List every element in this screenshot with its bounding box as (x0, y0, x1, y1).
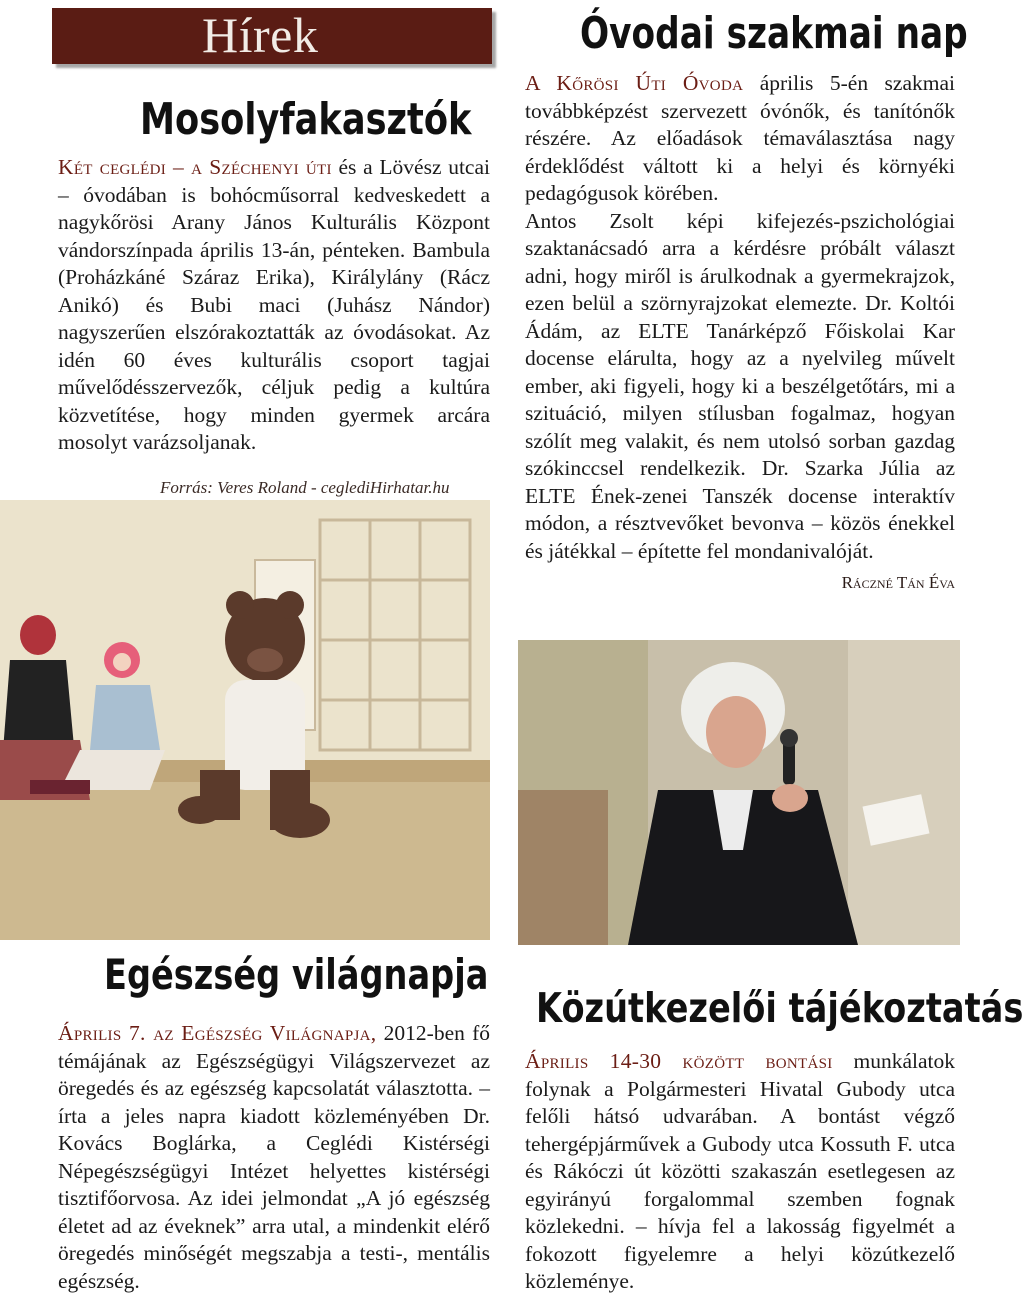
article3-lead: Április 7. az Egészség Világnapja, (58, 1021, 377, 1045)
article1-text: és a Lövész utcai – óvodában is bohócműsorral kedveskedett a nagykőrösi Arany János Kulturális Központ vándorszínpada április 13-án, pénteken. Bambula (Proházkáné Száraz Erika), Királylány (Rácz Anikó) és Bubi maci (Juhász Nándor) nagyszerűen elszórakoztatták az óvodásokat. Az idén 60 éves kulturális csoport tagjai művelődésszervezők, céljuk pedig a kultúra közvetítése, hogy minden gyermek arcára mosolyt varázsoljanak. (58, 155, 490, 454)
speaker-illustration (518, 640, 960, 945)
section-banner (52, 8, 492, 64)
speaker-photo (518, 640, 960, 945)
article1-source: Forrás: Veres Roland - ceglediHirhatar.hu (160, 478, 450, 497)
article4-headline: Közútkezelői tájékoztatás (536, 984, 1023, 1032)
article2-text-1: április 5-én szakmai továbbképzést szervezett óvónők, és tanítónők részére. Az előadások témaválasztása nagy érdeklődést váltott ki a helyi és környéki pedagógusok körében. (525, 71, 955, 205)
article4-body (525, 1048, 955, 1296)
article4-text: munkálatok folynak a Polgármesteri Hivatal Gubody utca felőli hátsó udvarában. A bontást végző tehergépjárművek a Gubody utca Kossuth F. utca és Rákóczi út közötti szakaszán esetlegesen az egyirányú forgalommal szemben fognak közlekedni. – hívja fel a lakosság figyelmét a fokozott figyelemre a helyi közútkezelő közleménye. (525, 1049, 955, 1293)
article1-headline: Mosolyfakasztók (140, 94, 472, 145)
article2-headline: Óvodai szakmai nap (580, 8, 968, 59)
article4-lead: Április 14-30 között bontási (525, 1049, 833, 1073)
article2-signature: Ráczné Tán Éva (841, 573, 955, 592)
performers-photo (0, 500, 490, 940)
article3-text: 2012-ben fő témájának az Egészségügyi Világszervezet az öregedés és az egészség kapcsolatát választotta. – írta a jeles napra kiadott közleményében Dr. Kovács Boglárka, a Ceglédi Kistérségi Népegészségügyi Intézet helyettes kistérségi tisztifőorvosa. Az idei jelmondat „A jó egészség életet ad az éveknek” arra utal, a mindenkit elérő öregedés minőségét megszabja a testi-, mentális egészség. (58, 1021, 490, 1293)
article3-headline: Egészség világnapja (104, 950, 489, 999)
article1-lead: Két ceglédi – a Széchenyi úti (58, 155, 332, 179)
article2-body (525, 70, 955, 597)
performers-illustration (0, 500, 490, 940)
article2-text-2: Antos Zsolt képi kifejezés-pszichológiai szaktanácsadó arra a kérdésre próbált választ adni, hogy miről is árulkodnak a gyermekrajzok, ezen belül a szörnyrajzokat elemezte. Dr. Koltói Ádám, az ELTE Tanárképző Főiskolai Kar docense elárulta, hogy az a nyelvileg művelt ember, aki figyeli, hogy ki a beszélgetőtárs, mi a szituáció, milyen stílusban fogalmaz, hogyan szólít meg valakit, és nem utolsó sorban gazdag szókinccsel rendelkezik. Dr. Szarka Júlia az ELTE Ének-zenei Tanszék docense interaktív módon, a résztvevőket bevonva – közös énekkel és játékkal – építette fel mondanivalóját. (525, 208, 955, 563)
article1-body (58, 154, 490, 457)
article2-lead: A Kőrösi Úti Óvoda (525, 71, 744, 95)
article3-body (58, 1020, 490, 1295)
section-title: Hírek (202, 7, 319, 63)
